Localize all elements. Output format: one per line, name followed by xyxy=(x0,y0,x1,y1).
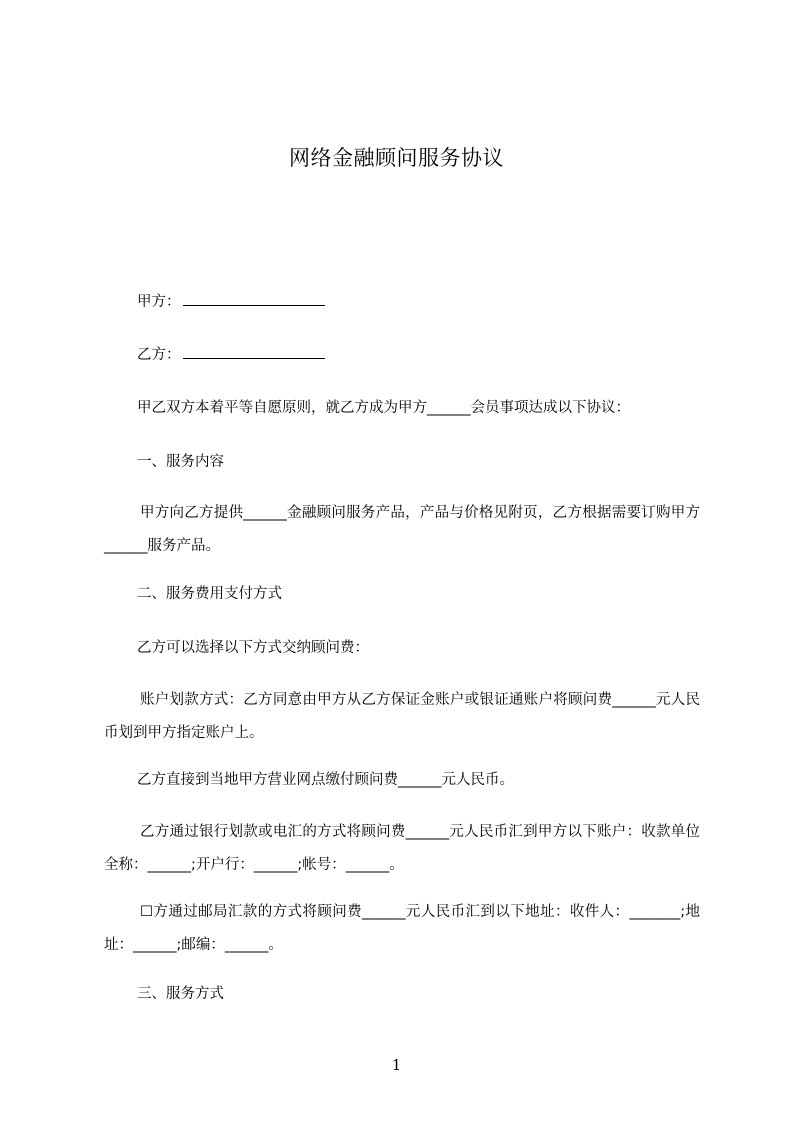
intro-paragraph: 甲乙双方本着平等自愿原则，就乙方成为甲方______会员事项达成以下协议： xyxy=(137,400,630,416)
section2-intro: 乙方可以选择以下方式交纳顾问费： xyxy=(137,640,369,656)
party-a-label: 甲方： xyxy=(137,294,181,310)
party-b-line xyxy=(137,344,325,365)
section1-heading: 一、服务内容 xyxy=(137,454,224,470)
section1-body: 甲方向乙方提供______金融顾问服务产品，产品与价格见附页，乙方根据需要订购甲方______服务产品。 xyxy=(104,505,700,554)
payment-option-2: 乙方直接到当地甲方营业网点缴付顾问费______元人民币。 xyxy=(137,772,514,788)
section3-heading: 三、服务方式 xyxy=(137,986,224,1002)
payment-option-1: 账户划款方式：乙方同意由甲方从乙方保证金账户或银证通账户将顾问费______元人民币划到甲方指定账户上。 xyxy=(104,692,700,741)
party-b-blank xyxy=(183,344,325,359)
party-a-line xyxy=(137,291,325,312)
payment-option-4: ☐方通过邮局汇款的方式将顾问费______元人民币汇到以下地址：收件人：_______;地址：______;邮编：______。 xyxy=(104,904,700,953)
section2-heading: 二、服务费用支付方式 xyxy=(137,586,282,602)
party-b-label: 乙方： xyxy=(137,347,181,363)
payment-option-3: 乙方通过银行划款或电汇的方式将顾问费______元人民币汇到甲方以下账户：收款单位全称：______;开户行：______;帐号：______。 xyxy=(104,824,700,873)
page-number: 1 xyxy=(391,1056,402,1074)
document-title: 网络金融顾问服务协议 xyxy=(289,146,504,170)
party-a-blank xyxy=(183,291,325,306)
